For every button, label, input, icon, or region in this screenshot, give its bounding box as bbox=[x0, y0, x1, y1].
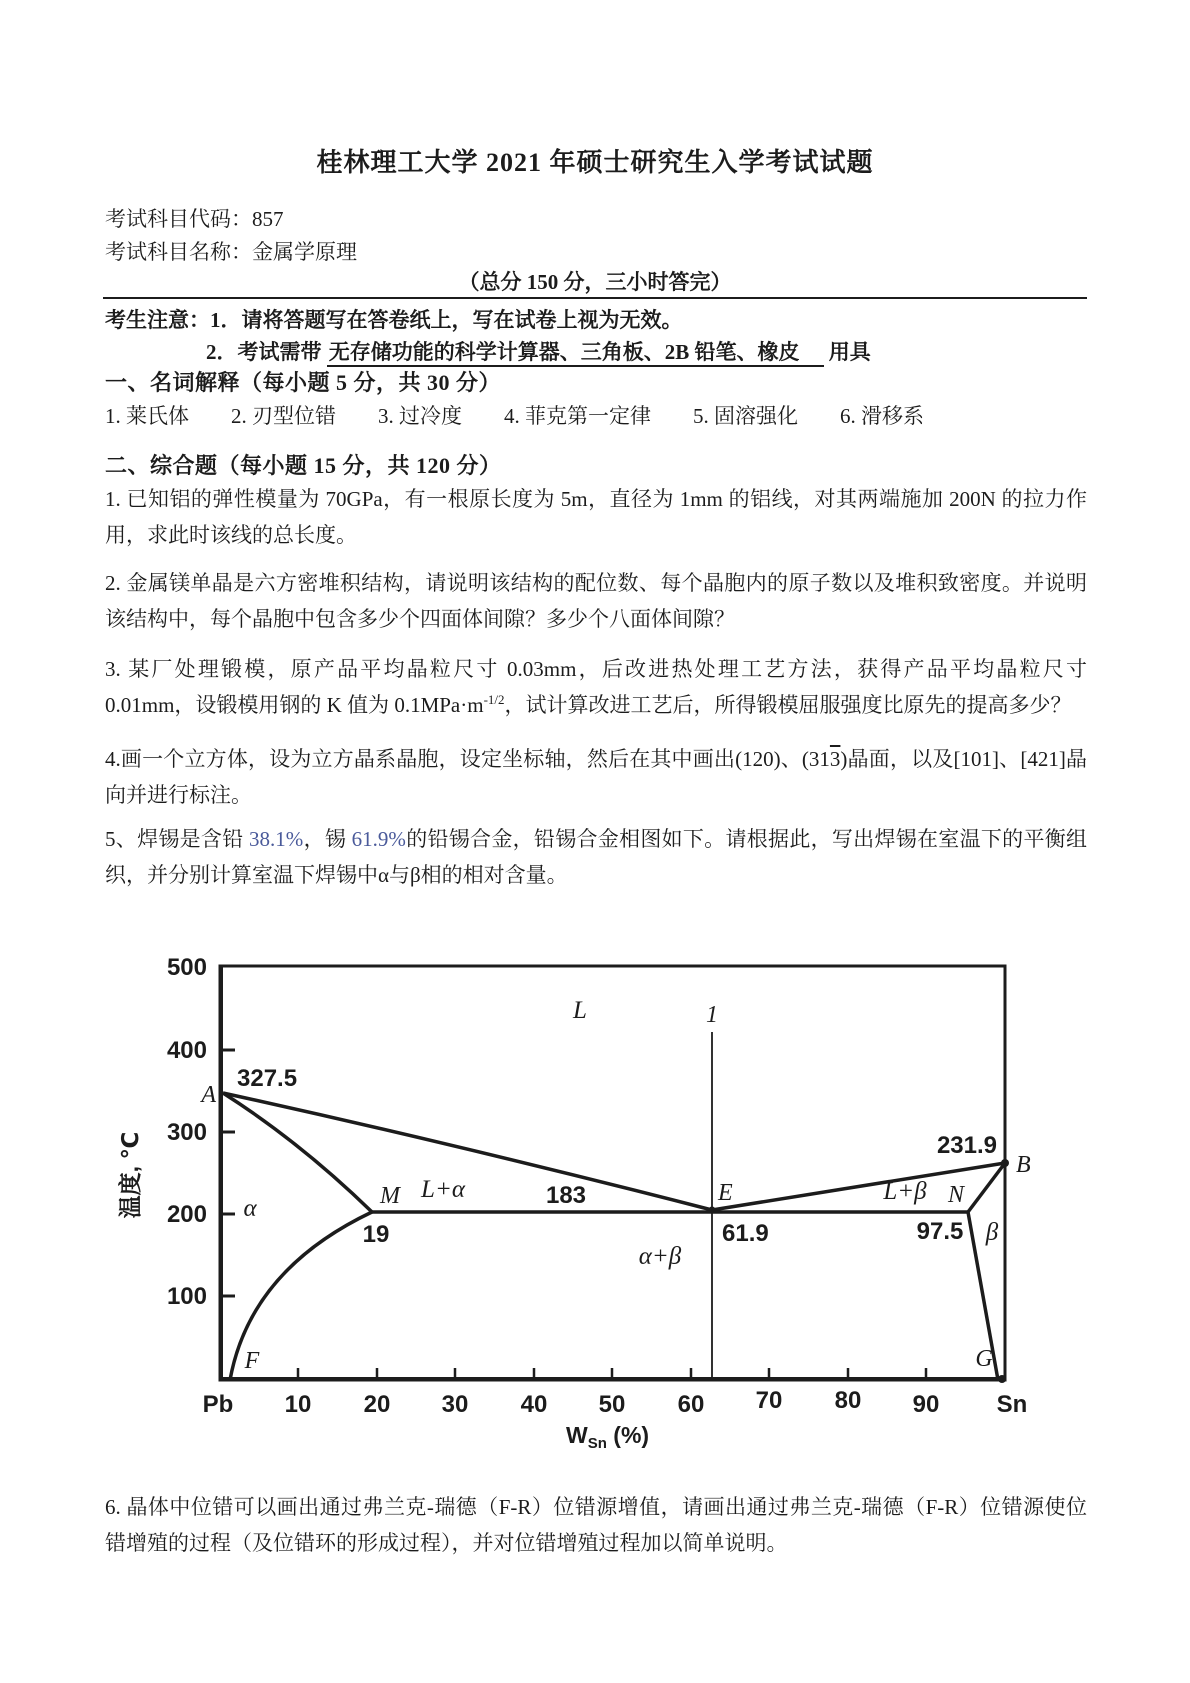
label-comp-n: 97.5 bbox=[916, 1218, 964, 1245]
question-5-text: 5、焊锡是含铅 bbox=[105, 827, 250, 851]
pb-sn-phase-diagram bbox=[95, 940, 1055, 1460]
page-title: 桂林理工大学 2021 年硕士研究生入学考试试题 bbox=[316, 148, 874, 177]
label-comp-m: 19 bbox=[362, 1221, 390, 1248]
label-region-alpha: α bbox=[243, 1195, 257, 1222]
x-tick-80: 80 bbox=[834, 1387, 862, 1414]
x-tick-60: 60 bbox=[677, 1391, 705, 1418]
x-tick-70: 70 bbox=[755, 1387, 783, 1414]
x-tick-pb: Pb bbox=[202, 1391, 234, 1418]
y-axis-title: 温度, ℃ bbox=[117, 1131, 143, 1219]
section1-terms: 1. 莱氏体 2. 刃型位错 3. 过冷度 4. 菲克第一定律 5. 固溶强化 6. 滑移系 bbox=[105, 404, 924, 428]
label-point-n: N bbox=[947, 1182, 965, 1208]
y-tick-100: 100 bbox=[166, 1283, 207, 1310]
label-point-e: E bbox=[718, 1180, 733, 1206]
x-tick-30: 30 bbox=[441, 1391, 469, 1418]
y-tick-400: 400 bbox=[166, 1037, 207, 1064]
plot-border bbox=[220, 966, 1005, 1380]
label-region-beta: β bbox=[985, 1219, 999, 1246]
x-tick-10: 10 bbox=[284, 1391, 312, 1418]
solidus-right-curve bbox=[968, 1163, 1005, 1212]
x-tick-40: 40 bbox=[520, 1391, 548, 1418]
x-axis-title-unit: (%) bbox=[606, 1422, 650, 1448]
point-b-dot bbox=[1001, 1159, 1009, 1167]
point-g-dot bbox=[998, 1375, 1006, 1383]
section1-heading: 一、名词解释（每小题 5 分，共 30 分） bbox=[105, 370, 502, 395]
subject-name-line: 考试科目名称：金属学原理 bbox=[105, 240, 357, 264]
question-4-text: 4.画一个立方体，设为立方晶系晶胞，设定坐标轴，然后在其中画出(120)、(31 bbox=[105, 747, 830, 771]
x-tick-20: 20 bbox=[363, 1391, 391, 1418]
question-3-text: 3. 某厂处理锻模，原产品平均晶粒尺寸 0.03mm，后改进热处理工艺方法，获得产品平均晶粒尺寸 0.01mm，设锻模用钢的 K 值为 0.1MPa·m bbox=[105, 657, 1093, 717]
total-score-line: （总分 150 分，三小时答完） bbox=[458, 270, 732, 294]
label-point-g: G bbox=[975, 1346, 993, 1372]
header-divider-rule bbox=[103, 297, 1087, 299]
label-point-b: B bbox=[1016, 1152, 1031, 1178]
point-e-dot bbox=[709, 1207, 716, 1214]
x-axis-title bbox=[566, 1422, 649, 1452]
label-region-l-beta: L+β bbox=[883, 1178, 927, 1205]
label-alloy-mark: 1 bbox=[706, 1002, 718, 1028]
y-tick-200: 200 bbox=[166, 1201, 207, 1228]
x-axis-title-w: W bbox=[566, 1422, 588, 1448]
x-tick-sn: Sn bbox=[996, 1391, 1028, 1418]
notice-line-2-equipment: 无存储功能的科学计算器、三角板、2B 铅笔、橡皮 bbox=[327, 340, 824, 367]
question-2: 2. 金属镁单晶是六方密堆积结构，请说明该结构的配位数、每个晶胞内的原子数以及堆积致密度。并说明该结构中，每个晶胞中包含多少个四面体间隙？多少个八面体间隙？ bbox=[105, 571, 1087, 631]
question-5 bbox=[105, 821, 1087, 893]
section2-heading: 二、综合题（每小题 15 分，共 120 分） bbox=[105, 453, 502, 478]
label-temp-sn-melting: 231.9 bbox=[936, 1132, 997, 1159]
label-point-f: F bbox=[244, 1348, 260, 1374]
label-temp-eutectic: 183 bbox=[545, 1182, 587, 1209]
question-4-overline-index: 3 bbox=[829, 747, 841, 771]
question-5-text-2: ，锡 bbox=[303, 827, 352, 851]
notice-line-1: 考生注意：1．请将答题写在答卷纸上，写在试卷上视为无效。 bbox=[105, 308, 683, 332]
question-5-lead-percent: 38.1% bbox=[249, 827, 304, 851]
x-tick-90: 90 bbox=[912, 1391, 940, 1418]
label-region-l-alpha: L+α bbox=[421, 1176, 465, 1203]
question-4 bbox=[105, 741, 1087, 813]
notice-line-2 bbox=[206, 336, 871, 366]
question-1: 1. 已知铝的弹性模量为 70GPa，有一根原长度为 5m，直径为 1mm 的铝线，对其两端施加 200N 的拉力作用，求此时该线的总长度。 bbox=[105, 487, 1087, 547]
subject-code-line: 考试科目代码：857 bbox=[105, 207, 284, 231]
question-3 bbox=[105, 651, 1093, 723]
notice-line-2-prefix: 2．考试需带 bbox=[206, 340, 327, 364]
label-region-liquid: L bbox=[573, 997, 587, 1024]
question-5-text-3: 的铅锡合金，铅锡合金相图如下。请根据此，写出焊锡在室温下的平衡组织，并分别计算室温下焊锡中α与β相的相对含量。 bbox=[105, 827, 1088, 887]
x-axis-title-sub: Sn bbox=[587, 1435, 607, 1452]
question-4-text-2: )晶面，以及[101]、[421]晶向并进行标注。 bbox=[105, 747, 1087, 807]
label-temp-pb-melting: 327.5 bbox=[237, 1065, 298, 1092]
notice-line-2-suffix: 用具 bbox=[828, 340, 871, 364]
y-tick-500: 500 bbox=[166, 954, 207, 981]
question-6: 6. 晶体中位错可以画出通过弗兰克-瑞德（F-R）位错源增值，请画出通过弗兰克-瑞德（F-R）位错源使位错增殖的过程（及位错环的形成过程），并对位错增殖过程加以简单说明。 bbox=[105, 1495, 1087, 1555]
label-comp-eutectic: 61.9 bbox=[722, 1220, 769, 1247]
x-tick-50: 50 bbox=[598, 1391, 626, 1418]
liquidus-left-curve bbox=[223, 1093, 712, 1210]
question-5-tin-percent: 61.9% bbox=[351, 827, 406, 851]
question-3-text-2: ，试计算改进工艺后，所得锻模屈服强度比原先的提高多少？ bbox=[504, 693, 1072, 717]
y-tick-300: 300 bbox=[166, 1119, 207, 1146]
question-3-exponent: -1/2 bbox=[483, 692, 505, 707]
phase-boundaries bbox=[223, 1032, 1005, 1380]
label-point-m: M bbox=[380, 1183, 400, 1209]
label-point-a: A bbox=[201, 1082, 216, 1108]
label-region-alpha-beta: α+β bbox=[638, 1243, 682, 1270]
